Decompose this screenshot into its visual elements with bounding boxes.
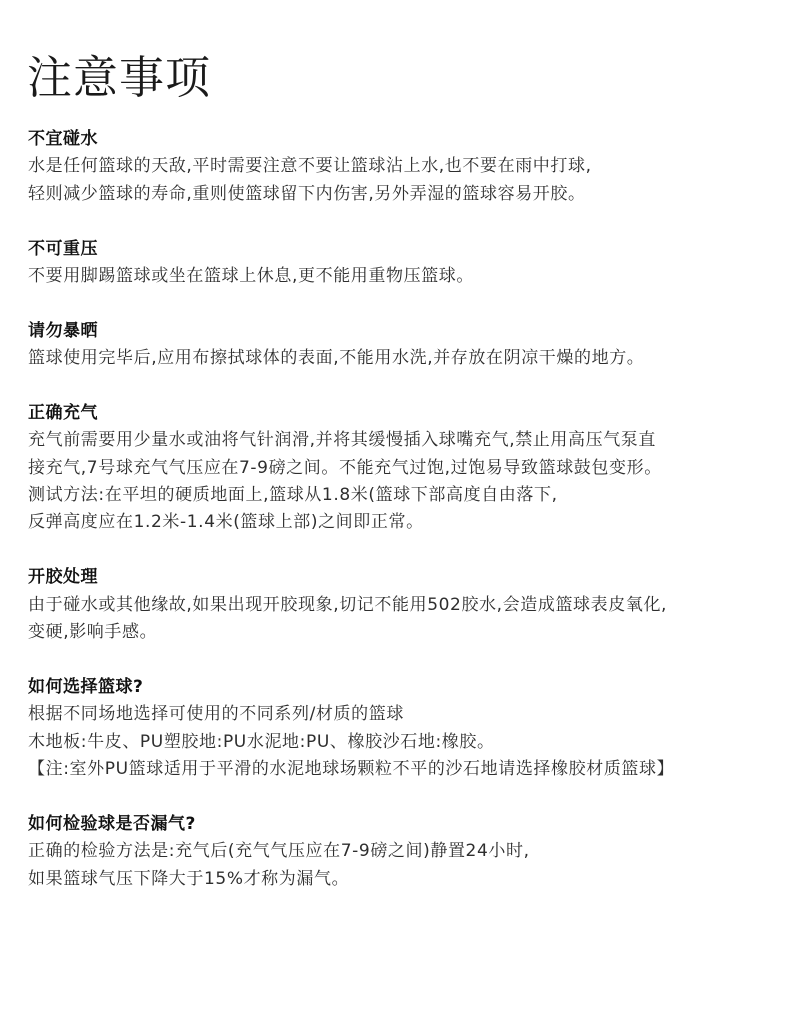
section-line: 【注:室外PU篮球适用于平滑的水泥地球场颗粒不平的沙石地请选择橡胶材质篮球】	[28, 758, 675, 779]
section-line: 篮球使用完毕后,应用布擦拭球体的表面,不能用水洗,并存放在阴凉干燥的地方。	[28, 348, 645, 369]
section-avoid-sun	[28, 318, 768, 373]
section-heading: 请勿暴晒	[28, 320, 98, 341]
section-heading: 不可重压	[28, 238, 98, 259]
section-avoid-water	[28, 126, 768, 208]
section-choose-basketball	[28, 674, 768, 784]
section-proper-inflation	[28, 400, 768, 537]
page-title: 注意事项	[27, 51, 212, 104]
section-line: 充气前需要用少量水或油将气针润滑,并将其缓慢插入球嘴充气,禁止用高压气泵直	[28, 430, 657, 451]
section-line: 轻则减少篮球的寿命,重则使篮球留下内伤害,另外弄湿的篮球容易开胶。	[28, 183, 586, 204]
section-heading: 开胶处理	[28, 567, 98, 588]
section-line: 水是任何篮球的天敌,平时需要注意不要让篮球沾上水,也不要在雨中打球,	[28, 156, 592, 177]
section-line: 正确的检验方法是:充气后(充气气压应在7-9磅之间)静置24小时,	[28, 841, 530, 862]
section-leak-check	[28, 811, 768, 893]
section-line: 接充气,7号球充气气压应在7-9磅之间。不能充气过饱,过饱易导致篮球鼓包变形。	[28, 457, 662, 478]
section-heading: 如何选择篮球?	[28, 676, 144, 697]
section-line: 根据不同场地选择可使用的不同系列/材质的篮球	[28, 704, 404, 725]
section-line: 反弹高度应在1.2米-1.4米(篮球上部)之间即正常。	[28, 512, 424, 533]
notes-content	[28, 126, 768, 893]
section-heading: 不宜碰水	[28, 129, 98, 149]
section-no-heavy-pressure	[28, 236, 768, 291]
section-glue-repair	[28, 564, 768, 646]
section-line: 如果篮球气压下降大于15%才称为漏气。	[28, 868, 350, 889]
section-line: 由于碰水或其他缘故,如果出现开胶现象,切记不能用502胶水,会造成篮球表皮氧化,	[28, 594, 668, 615]
section-line: 不要用脚踢篮球或坐在篮球上休息,更不能用重物压篮球。	[28, 265, 475, 286]
section-heading: 如何检验球是否漏气?	[28, 813, 196, 834]
section-line: 木地板:牛皮、PU塑胶地:PU水泥地:PU、橡胶沙石地:橡胶。	[28, 731, 495, 752]
section-line: 测试方法:在平坦的硬质地面上,篮球从1.8米(篮球下部高度自由落下,	[28, 485, 558, 506]
section-line: 变硬,影响手感。	[28, 622, 158, 643]
section-heading: 正确充气	[28, 402, 98, 423]
